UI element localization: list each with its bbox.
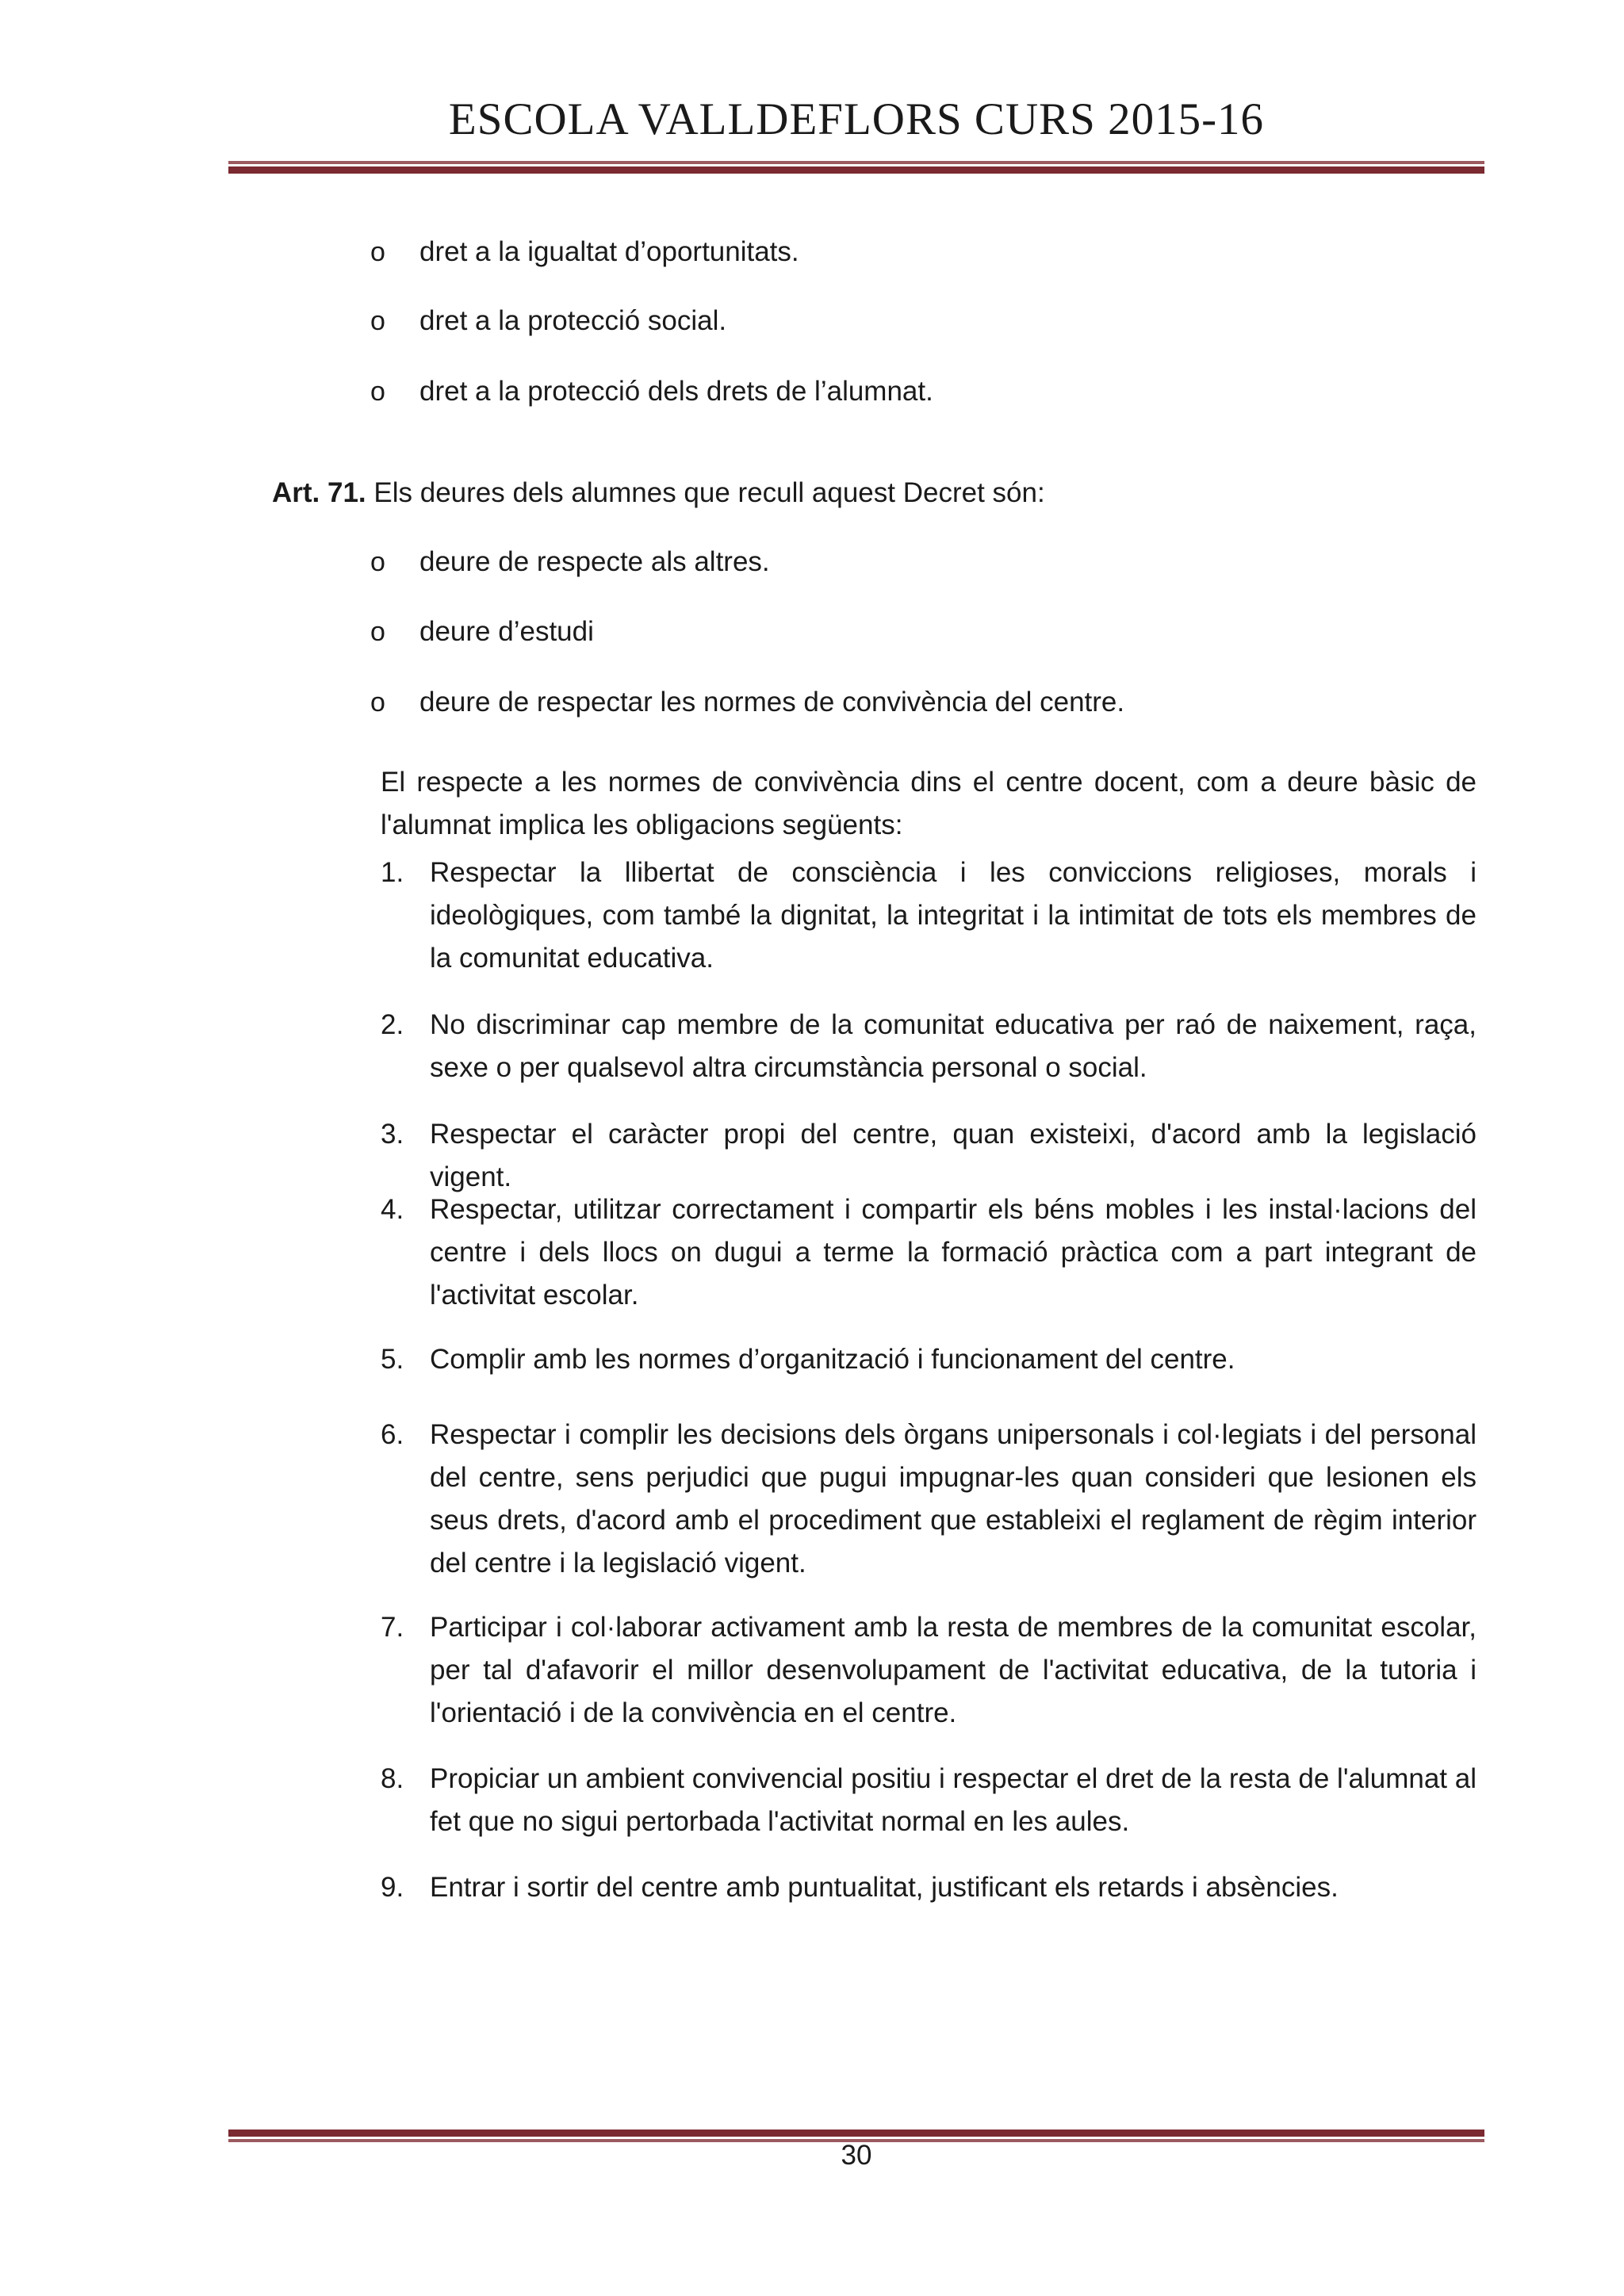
bullet-marker: o [370, 306, 385, 336]
obligation-number: 9. [381, 1872, 404, 1903]
article-text: Els deures dels alumnes que recull aquest Decret són: [366, 477, 1045, 508]
obligation-number: 1. [381, 857, 404, 888]
obligation-text: Entrar i sortir del centre amb puntualitat, justificant els retards i absències. [430, 1872, 1339, 1903]
duties-bullet-item [370, 545, 770, 580]
bullet-text: dret a la igualtat d’oportunitats. [419, 236, 799, 267]
obligation-text: Respectar, utilitzar correctament i compartir els béns mobles i les instal·lacions del centre i dels llocs on dugui a terme la formació pràctica com a part integrant de l'activitat escolar. [430, 1194, 1477, 1311]
rights-bullet-item [370, 374, 933, 409]
bullet-marker: o [370, 687, 385, 718]
obligation-item [381, 1414, 1477, 1585]
article-label: Art. 71. [272, 477, 366, 508]
article-71-heading [272, 476, 1045, 511]
duties-bullet-item [370, 685, 1124, 720]
obligation-number: 2. [381, 1009, 404, 1040]
obligation-item [381, 1113, 1477, 1199]
bullet-marker: o [370, 547, 385, 577]
obligation-number: 8. [381, 1763, 404, 1794]
obligation-item [381, 1188, 1477, 1317]
obligation-text: Respectar i complir les decisions dels òrgans unipersonals i col·legiats i del personal del centre, sens perjudici que pugui impugnar-les quan consideri que lesionen els seus drets, d'acord amb el procediment que estableixi el reglament de règim interior del centre i la legislació vigent. [430, 1419, 1477, 1578]
obligation-text: Complir amb les normes d’organització i funcionament del centre. [430, 1344, 1235, 1375]
obligation-item [381, 1606, 1477, 1735]
obligation-number: 4. [381, 1194, 404, 1225]
obligation-number: 6. [381, 1419, 404, 1450]
obligation-number: 5. [381, 1344, 404, 1375]
bullet-marker: o [370, 617, 385, 647]
obligation-text: Respectar la llibertat de consciència i les conviccions religioses, morals i ideològiques, com també la dignitat, la integritat i la intimitat de tots els membres de la comunitat educativa. [430, 857, 1477, 974]
bullet-text: dret a la protecció dels drets de l’alumnat. [419, 376, 933, 407]
obligation-item [381, 851, 1477, 980]
bullet-marker: o [370, 377, 385, 407]
intro-paragraph: El respecte a les normes de convivència dins el centre docent, com a deure bàsic de l'alumnat implica les obligacions següents: [381, 767, 1477, 840]
obligation-item [381, 1866, 1477, 1909]
bullet-marker: o [370, 237, 385, 267]
obligation-number: 3. [381, 1119, 404, 1150]
page-header-title: ESCOLA VALLDEFLORS CURS 2015-16 [448, 94, 1265, 144]
obligation-text: Respectar el caràcter propi del centre, quan existeixi, d'acord amb la legislació vigent. [430, 1119, 1477, 1192]
page-number: 30 [841, 2140, 872, 2171]
obligation-text: No discriminar cap membre de la comunitat educativa per raó de naixement, raça, sexe o per qualsevol altra circumstància personal o social. [430, 1009, 1477, 1083]
header-rule [228, 161, 1484, 174]
obligation-number: 7. [381, 1612, 404, 1643]
bullet-text: deure de respectar les normes de convivència del centre. [419, 687, 1125, 718]
obligation-text: Participar i col·laborar activament amb la resta de membres de la comunitat escolar, per tal d'afavorir el millor desenvolupament de l'activitat educativa, de la tutoria i l'orientació i de la convivència en el centre. [430, 1612, 1477, 1728]
duties-bullet-item [370, 614, 594, 649]
rights-bullet-item [370, 304, 726, 339]
obligation-item [381, 1758, 1477, 1843]
bullet-text: deure de respecte als altres. [419, 546, 770, 577]
obligation-item [381, 1338, 1477, 1381]
obligation-item [381, 1004, 1477, 1089]
obligation-text: Propiciar un ambient convivencial positiu i respectar el dret de la resta de l'alumnat al fet que no sigui pertorbada l'activitat normal en les aules. [430, 1763, 1477, 1837]
rights-bullet-item [370, 235, 799, 270]
bullet-text: deure d’estudi [419, 616, 594, 647]
bullet-text: dret a la protecció social. [419, 305, 727, 336]
